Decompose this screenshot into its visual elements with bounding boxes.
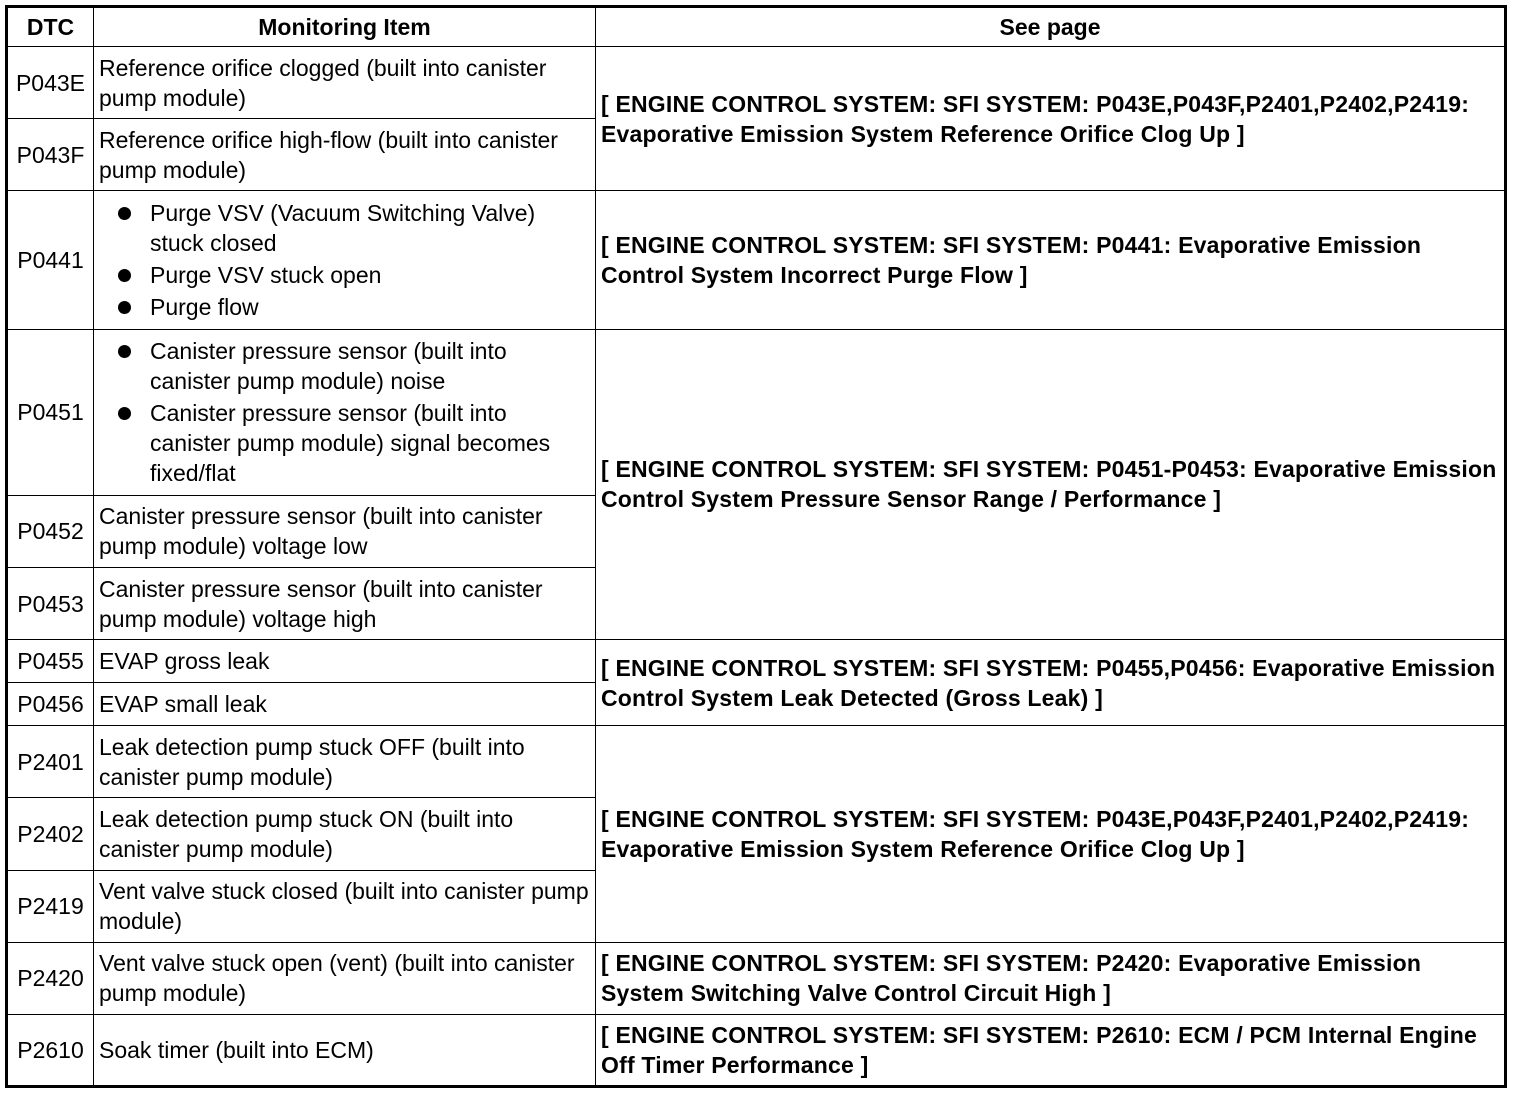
monitoring-item [94,191,596,329]
bullet-list [99,336,590,488]
see-page-ref: [ ENGINE CONTROL SYSTEM: SFI SYSTEM: P043E,P043F,P2401,P2402,P2419: Evaporative Emission System Reference Orifice Clog Up ] [596,726,1506,942]
header-monitoring-item: Monitoring Item [94,7,596,47]
monitoring-item: Leak detection pump stuck ON (built into canister pump module) [94,798,596,870]
bullet-item: Purge flow [99,292,590,322]
monitoring-item: EVAP gross leak [94,640,596,683]
table-row [7,942,1506,1014]
bullet-item: Canister pressure sensor (built into canister pump module) noise [99,336,590,396]
dtc-code: P0455 [7,640,94,683]
bullet-item: Canister pressure sensor (built into canister pump module) signal becomes fixed/flat [99,398,590,488]
monitoring-item: Canister pressure sensor (built into canister pump module) voltage low [94,495,596,567]
dtc-code: P2419 [7,870,94,942]
dtc-code: P0453 [7,567,94,639]
dtc-code: P0456 [7,683,94,726]
monitoring-item: Reference orifice high-flow (built into canister pump module) [94,119,596,191]
dtc-code: P0441 [7,191,94,329]
bullet-item: Purge VSV (Vacuum Switching Valve) stuck closed [99,198,590,258]
monitoring-item: Canister pressure sensor (built into canister pump module) voltage high [94,567,596,639]
header-dtc: DTC [7,7,94,47]
monitoring-item: Reference orifice clogged (built into canister pump module) [94,47,596,119]
monitoring-item: Vent valve stuck open (vent) (built into canister pump module) [94,942,596,1014]
see-page-ref: [ ENGINE CONTROL SYSTEM: SFI SYSTEM: P2420: Evaporative Emission System Switching Valve Control Circuit High ] [596,942,1506,1014]
monitoring-item: Vent valve stuck closed (built into canister pump module) [94,870,596,942]
table-row [7,47,1506,119]
dtc-code: P0452 [7,495,94,567]
dtc-code: P0451 [7,329,94,495]
monitoring-item: Leak detection pump stuck OFF (built into canister pump module) [94,726,596,798]
table-row [7,1014,1506,1086]
dtc-table [5,5,1507,1088]
dtc-code: P2420 [7,942,94,1014]
dtc-code: P2402 [7,798,94,870]
header-see-page: See page [596,7,1506,47]
bullet-list [99,198,590,322]
table-row [7,191,1506,329]
dtc-code: P043F [7,119,94,191]
table-row [7,640,1506,683]
table-row [7,726,1506,798]
see-page-ref: [ ENGINE CONTROL SYSTEM: SFI SYSTEM: P0455,P0456: Evaporative Emission Control System Leak Detected (Gross Leak) ] [596,640,1506,726]
dtc-code: P043E [7,47,94,119]
see-page-ref: [ ENGINE CONTROL SYSTEM: SFI SYSTEM: P0441: Evaporative Emission Control System Incorrect Purge Flow ] [596,191,1506,329]
see-page-ref: [ ENGINE CONTROL SYSTEM: SFI SYSTEM: P043E,P043F,P2401,P2402,P2419: Evaporative Emission System Reference Orifice Clog Up ] [596,47,1506,191]
header-row [7,7,1506,47]
table-row [7,329,1506,495]
bullet-item: Purge VSV stuck open [99,260,590,290]
see-page-ref: [ ENGINE CONTROL SYSTEM: SFI SYSTEM: P2610: ECM / PCM Internal Engine Off Timer Performance ] [596,1014,1506,1086]
monitoring-item: EVAP small leak [94,683,596,726]
monitoring-item [94,329,596,495]
dtc-code: P2401 [7,726,94,798]
dtc-code: P2610 [7,1014,94,1086]
monitoring-item: Soak timer (built into ECM) [94,1014,596,1086]
see-page-ref: [ ENGINE CONTROL SYSTEM: SFI SYSTEM: P0451-P0453: Evaporative Emission Control System Pressure Sensor Range / Performance ] [596,329,1506,640]
